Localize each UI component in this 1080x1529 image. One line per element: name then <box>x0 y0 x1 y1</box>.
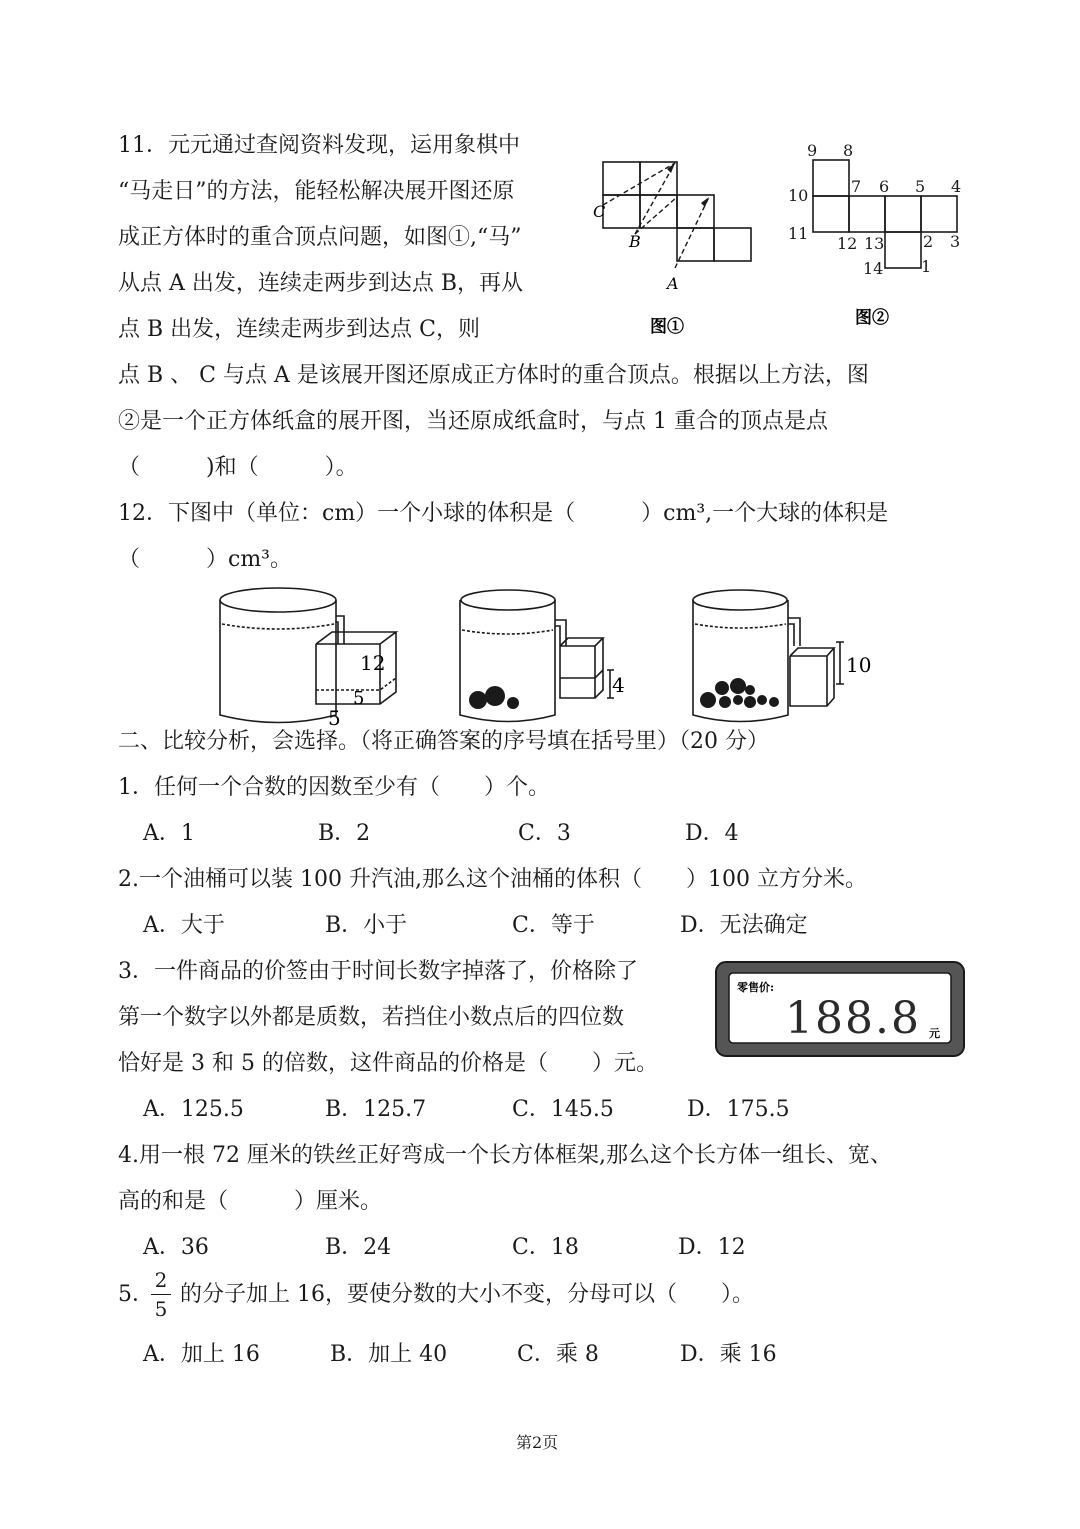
fig1-label-a: A <box>667 274 679 293</box>
fig1-label-b: B <box>629 232 641 251</box>
s2-q2-option-c: C．等于 <box>512 913 595 938</box>
price-tag-display <box>715 961 965 1057</box>
s2-q2-stem: 2.一个油桶可以装 100 升汽油,那么这个油桶的体积（ ）100 立方分米。 <box>118 867 867 892</box>
q11-line-6: 点 B 、 C 与点 A 是该展开图还原成正方体时的重合顶点。根据以上方法，图 <box>118 363 869 388</box>
s2-q3-option-b: B．125.7 <box>325 1097 427 1122</box>
fig2-label-9: 9 <box>807 141 818 160</box>
fig1-label-c: C <box>593 202 606 221</box>
s2-q5-option-b: B．加上 40 <box>330 1342 448 1367</box>
s2-q2-option-d: D．无法确定 <box>680 913 808 938</box>
fig2-label-4: 4 <box>951 177 962 196</box>
s2-q5-option-a: A．加上 16 <box>143 1342 260 1367</box>
q11-line-7: ②是一个正方体纸盒的展开图，当还原成纸盒时，与点 1 重合的顶点是点 <box>118 409 828 434</box>
price-tag-unit: 元 <box>929 1027 940 1040</box>
fig2-label-3: 3 <box>950 232 961 251</box>
fig2-label-13: 13 <box>864 234 885 253</box>
fig2-label-1: 1 <box>921 257 932 276</box>
s2-q5-stem: 的分子加上 16，要使分数的大小不变，分母可以（ ）。 <box>180 1282 754 1307</box>
figure-1-cube-net <box>595 135 755 335</box>
q12-line-2: （ ）cm³。 <box>118 547 293 572</box>
section2-heading: 二、比较分析，会选择。（将正确答案的序号填在括号里）（20 分） <box>118 729 769 754</box>
s2-q5-fraction-numerator: 2 <box>154 1268 168 1292</box>
fig2-label-2: 2 <box>923 232 934 251</box>
fig2-label-7: 7 <box>851 177 862 196</box>
fig2-caption: 图② <box>855 308 889 328</box>
s2-q1-option-b: B．2 <box>318 821 371 846</box>
price-tag-label: 零售价: <box>737 981 775 994</box>
figure-2-cube-net <box>785 135 965 335</box>
s2-q5-fraction-denominator: 5 <box>154 1297 168 1321</box>
fig2-label-11: 11 <box>788 224 809 243</box>
s2-q1-option-a: A．1 <box>143 821 195 846</box>
s2-q2-option-a: A．大于 <box>143 913 225 938</box>
fig2-label-14: 14 <box>863 259 884 278</box>
q11-line-4: 从点 A 出发，连续走两步到达点 B，再从 <box>118 271 524 296</box>
q11-line-1: 11．元元通过查阅资料发现，运用象棋中 <box>118 133 520 158</box>
s2-q5-fraction <box>151 1268 171 1321</box>
q11-line-5: 点 B 出发，连续走两步到达点 C，则 <box>118 317 480 342</box>
cup2-label-4: 4 <box>612 673 625 697</box>
q12-containers-figure <box>210 580 1080 730</box>
s2-q5-option-d: D．乘 16 <box>680 1342 777 1367</box>
fig1-caption: 图① <box>650 317 684 337</box>
s2-q1-stem: 1．任何一个合数的因数至少有（ ）个。 <box>118 775 550 800</box>
fig2-label-8: 8 <box>843 141 854 160</box>
s2-q4-option-c: C．18 <box>512 1235 579 1260</box>
s2-q1-option-d: D．4 <box>685 821 739 846</box>
fig2-label-10: 10 <box>788 186 809 205</box>
cup1-label-5b: 5 <box>353 688 365 709</box>
q11-line-8: （ )和（ ）。 <box>118 455 358 480</box>
price-tag-digits: 188.8 <box>785 993 921 1044</box>
s2-q5-prefix: 5． <box>118 1282 154 1307</box>
cup1-label-5a: 5 <box>328 706 341 730</box>
fraction-bar <box>151 1294 171 1295</box>
s2-q1-option-c: C．3 <box>518 821 571 846</box>
q11-line-3: 成正方体时的重合顶点问题，如图①,“马” <box>118 225 522 250</box>
s2-q3-option-d: D．175.5 <box>687 1097 790 1122</box>
s2-q4-line-2: 高的和是（ ）厘米。 <box>118 1189 383 1214</box>
q12-line-1: 12．下图中（单位：cm）一个小球的体积是（ ）cm³,一个大球的体积是 <box>118 501 889 526</box>
s2-q5-option-c: C．乘 8 <box>517 1342 599 1367</box>
s2-q4-option-a: A．36 <box>143 1235 209 1260</box>
q11-line-2: “马走日”的方法，能轻松解决展开图还原 <box>118 179 515 204</box>
cup3-label-10: 10 <box>846 653 872 677</box>
fig2-label-6: 6 <box>879 177 890 196</box>
s2-q3-line-1: 3．一件商品的价签由于时间长数字掉落了，价格除了 <box>118 959 638 984</box>
s2-q3-line-2: 第一个数字以外都是质数，若挡住小数点后的四位数 <box>118 1005 625 1030</box>
s2-q4-option-d: D．12 <box>678 1235 746 1260</box>
fig2-label-5: 5 <box>915 177 926 196</box>
fig2-label-12: 12 <box>837 234 858 253</box>
s2-q4-line-1: 4.用一根 72 厘米的铁丝正好弯成一个长方体框架,那么这个长方体一组长、宽、 <box>118 1143 892 1168</box>
page-number: 第2页 <box>516 1433 559 1452</box>
s2-q3-option-c: C．145.5 <box>512 1097 614 1122</box>
s2-q4-option-b: B．24 <box>325 1235 392 1260</box>
s2-q2-option-b: B．小于 <box>325 913 408 938</box>
cup1-label-12: 12 <box>360 651 386 675</box>
s2-q3-option-a: A．125.5 <box>143 1097 244 1122</box>
s2-q3-line-3: 恰好是 3 和 5 的倍数，这件商品的价格是（ ）元。 <box>118 1051 658 1076</box>
